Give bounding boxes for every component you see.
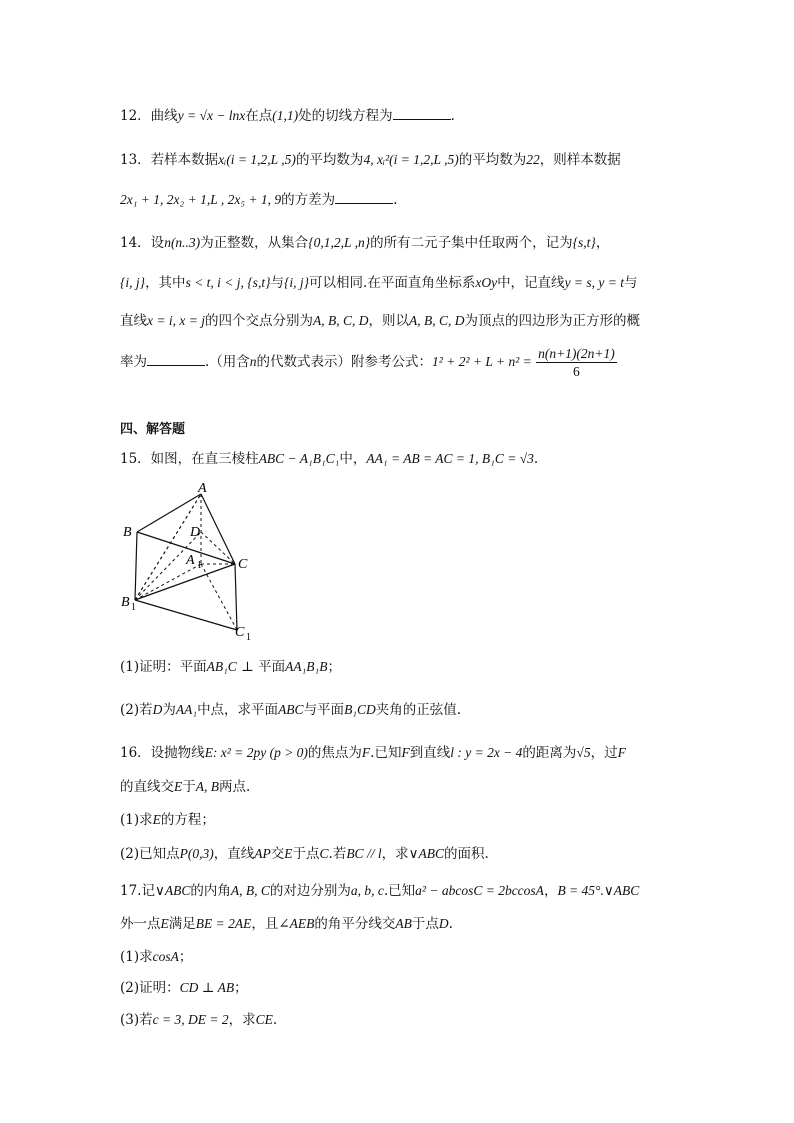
q14-math: s < t, i < j, {s,t} — [185, 275, 271, 290]
q16-text: 的面积. — [443, 846, 489, 862]
q12-curve: y = √x − lnx — [177, 108, 246, 123]
q17-text: 满足 — [168, 916, 196, 932]
q14-text: 中，记直线 — [497, 275, 565, 291]
q15-text: (2)若 — [120, 702, 153, 718]
q16-math: E — [174, 779, 183, 794]
fraction-numerator: n(n+1)(2n+1) — [538, 346, 615, 361]
q16-math: F — [401, 745, 410, 760]
q16-text: (2)已知点 — [120, 846, 180, 862]
q14-math: {0,1,2,L ,n} — [308, 235, 371, 250]
q14-text: ，则以 — [368, 313, 409, 329]
q14-text: ， — [595, 235, 610, 251]
q15-text: 为 — [162, 702, 176, 718]
q17-text: 于点 — [411, 916, 439, 932]
q16-text: .已知 — [370, 745, 402, 761]
question-15-part2 — [120, 700, 461, 720]
q15-math: D — [152, 702, 163, 717]
q17-text: ，且 — [251, 916, 279, 932]
q13-text: 的方差为 — [281, 192, 336, 208]
q17-text: 的角平分线交 — [314, 916, 396, 932]
q14-math: {i, j} — [283, 275, 310, 290]
question-14-line3 — [120, 311, 640, 331]
question-16-line1 — [120, 743, 626, 763]
question-13-line1 — [120, 150, 621, 170]
q16-math: √5 — [576, 745, 591, 760]
q16-math: BC // l — [346, 846, 382, 861]
q13-math: 2x₁ + 1, 2x₂ + 1,L , 2x₅ + 1, 9 — [120, 192, 282, 207]
q15-math: B₁CD — [344, 702, 376, 717]
q14-text: 的所有二元子集中任取两个，记为 — [370, 235, 573, 251]
q14-text: 的代数式表示）附参考公式： — [256, 354, 433, 370]
q16-text: 16．设抛物线 — [120, 745, 205, 761]
question-14-line1 — [120, 233, 609, 253]
q17-text: (3)若 — [120, 1012, 153, 1028]
q16-text: 的距离为 — [522, 745, 577, 761]
q17-math: D — [438, 916, 449, 931]
q13-math: 4, xᵢ²(i = 1,2,L ,5) — [363, 152, 459, 167]
q15-math: ABC − A₁B₁C₁ — [258, 451, 340, 466]
q16-text: 交 — [270, 846, 285, 862]
q13-text: 的平均数为 — [295, 152, 364, 168]
q17-math: E — [160, 916, 169, 931]
q17-text: ， — [543, 883, 558, 899]
q12-end: . — [450, 108, 455, 124]
answer-blank — [393, 107, 451, 120]
q17-text: 外一点 — [120, 916, 161, 932]
section-title: 四、解答题 — [120, 422, 186, 437]
edge-AC — [201, 494, 235, 564]
q15-math: AA₁B₁B — [285, 659, 328, 674]
question-17-part3 — [120, 1010, 277, 1030]
q15-text: (1)证明：平面 — [120, 659, 207, 675]
q15-text: ⊥ 平面 — [236, 659, 286, 675]
q17-math: B = 45°.∨ABC — [557, 883, 640, 898]
question-17-part1 — [120, 947, 192, 967]
label-C1-sub: 1 — [246, 632, 251, 643]
q17-math: a² − abcosC = 2bccosA — [415, 883, 544, 898]
answer-blank — [147, 353, 205, 366]
label-A1: A — [186, 553, 195, 568]
q15-math: AA₁ — [175, 702, 198, 717]
edge-B1A1 — [135, 564, 201, 600]
q15-text: 15．如图，在直三棱柱 — [120, 451, 259, 467]
q14-fraction — [536, 345, 617, 380]
q13-text: ，则样本数据 — [539, 152, 621, 168]
question-16-part2 — [120, 844, 489, 864]
q17-text: . — [272, 1012, 278, 1028]
q16-text: 于点 — [292, 846, 320, 862]
q17-math: CE — [255, 1012, 273, 1027]
edge-B1A — [135, 494, 201, 600]
q16-math: ∨ABC — [408, 846, 444, 861]
label-D: D — [190, 525, 201, 540]
label-C1: C — [235, 625, 245, 640]
question-16-part1 — [120, 810, 215, 830]
q16-math: F — [617, 745, 626, 760]
edge-B1C — [135, 564, 235, 600]
q16-text: ，求 — [381, 846, 409, 862]
q15-text: ； — [327, 659, 341, 675]
answer-blank — [335, 191, 393, 204]
q17-text: 的对边分别为 — [269, 883, 351, 899]
q17-math: cosA — [152, 949, 179, 964]
q16-math: A, B — [195, 779, 219, 794]
q12-text: 处的切线方程为 — [298, 108, 393, 124]
q17-text: .已知 — [383, 883, 416, 899]
q16-text: 的焦点为 — [307, 745, 362, 761]
q15-math: ABC — [278, 702, 304, 717]
q17-math: c = 3, DE = 2 — [152, 1012, 229, 1027]
q17-math: a, b, c — [350, 883, 384, 898]
question-13-line2 — [120, 190, 397, 210]
q16-math: C — [319, 846, 329, 861]
q14-text: 14．设 — [120, 235, 165, 251]
prism-figure — [115, 480, 265, 645]
label-B1: B — [121, 595, 130, 610]
question-16-line2 — [120, 777, 250, 797]
q16-math: l : y = 2x − 4 — [450, 745, 523, 760]
q13-math: 22 — [526, 152, 540, 167]
q14-math: A, B, C, D — [312, 313, 369, 328]
q14-math: n(n..3) — [164, 235, 201, 250]
q15-text: 中， — [339, 451, 367, 467]
q12-point: (1,1) — [272, 108, 299, 123]
q13-math: xᵢ(i = 1,2,L ,5) — [218, 152, 296, 167]
edge-DC — [201, 532, 235, 564]
q14-text: 为顶点的四边形为正方形的概 — [464, 313, 640, 329]
q12-text: 12．曲线 — [120, 108, 178, 124]
question-12 — [120, 106, 455, 126]
q17-math: A, B, C — [230, 883, 270, 898]
q13-end: . — [393, 192, 398, 208]
label-A1-sub: 1 — [197, 560, 202, 571]
q17-math: ∠AEB — [278, 916, 315, 931]
q16-math: P(0,3) — [179, 846, 214, 861]
question-17-part2 — [120, 978, 248, 998]
q13-text: 的平均数为 — [458, 152, 527, 168]
q16-math: E — [284, 846, 293, 861]
q14-text: 与 — [624, 275, 638, 291]
q16-text: 的方程； — [160, 812, 215, 828]
q17-math: CD ⊥ AB — [179, 980, 235, 995]
question-15-line1 — [120, 449, 538, 469]
label-B: B — [123, 525, 132, 540]
q15-math: AA₁ = AB = AC = 1, B₁C = √3 — [366, 451, 534, 466]
q14-math: A, B, C, D — [408, 313, 465, 328]
q15-text: 夹角的正弦值. — [375, 702, 462, 718]
label-B1-sub: 1 — [131, 602, 136, 613]
edge-B1C1 — [135, 600, 237, 630]
question-17-line2 — [120, 914, 453, 934]
label-A: A — [198, 481, 207, 496]
label-C: C — [238, 557, 248, 572]
q17-text: (1)求 — [120, 949, 153, 965]
q16-text: 的直线交 — [120, 779, 174, 795]
edge-BB1 — [135, 532, 137, 600]
q16-math: F — [361, 745, 371, 760]
q15-text: 与平面 — [303, 702, 345, 718]
q16-math: E — [152, 812, 161, 827]
q16-text: 于 — [182, 779, 196, 795]
q17-text: 17.记 — [120, 883, 155, 899]
q14-math: {s,t} — [572, 235, 596, 250]
q17-text: . — [448, 916, 453, 932]
q14-text: 为正整数，从集合 — [200, 235, 309, 251]
question-17-line1 — [120, 881, 639, 901]
q14-text: 直线 — [120, 313, 147, 329]
q17-text: ，求 — [228, 1012, 256, 1028]
q14-math: x = i, x = j — [147, 313, 205, 328]
fraction-denominator: 6 — [573, 364, 580, 379]
q16-text: (1)求 — [120, 812, 153, 828]
q14-text: .（用含 — [205, 354, 250, 370]
q17-math: BE = 2AE — [195, 916, 252, 931]
q17-math: AB — [395, 916, 412, 931]
q13-text: 13．若样本数据 — [120, 152, 219, 168]
q16-math: AP — [254, 846, 271, 861]
question-14-line4 — [120, 345, 617, 380]
q17-text: ； — [234, 980, 248, 996]
q14-text: 率为 — [120, 354, 147, 370]
q17-math: ∨ABC — [154, 883, 191, 898]
q15-math: AB₁C — [206, 659, 237, 674]
q17-text: 的内角 — [190, 883, 231, 899]
q16-text: ，过 — [590, 745, 618, 761]
q16-text: ，直线 — [213, 846, 255, 862]
q14-formula: 1² + 2² + L + n² = — [432, 354, 532, 369]
q15-text: 中点，求平面 — [197, 702, 279, 718]
q14-text: 的四个交点分别为 — [204, 313, 313, 329]
q14-math: xOy — [475, 275, 498, 290]
q16-text: 两点. — [219, 779, 251, 795]
edge-CC1 — [235, 564, 237, 630]
q17-text: ； — [178, 949, 193, 965]
q14-text: 与 — [270, 275, 284, 291]
q14-math: n — [249, 354, 257, 369]
q14-text: ，其中 — [145, 275, 186, 291]
q15-end: . — [533, 451, 539, 467]
question-15-part1 — [120, 657, 341, 677]
q14-math: {i, j} — [120, 275, 146, 290]
q16-text: .若 — [328, 846, 347, 862]
q14-math: y = s, y = t — [564, 275, 625, 290]
q17-text: (2)证明： — [120, 980, 180, 996]
q16-text: 到直线 — [409, 745, 451, 761]
q14-text: 可以相同.在平面直角坐标系 — [309, 275, 476, 291]
q16-math: E: x² = 2py (p > 0) — [204, 745, 308, 760]
q12-text: 在点 — [245, 108, 273, 124]
question-14-line2 — [120, 273, 638, 293]
